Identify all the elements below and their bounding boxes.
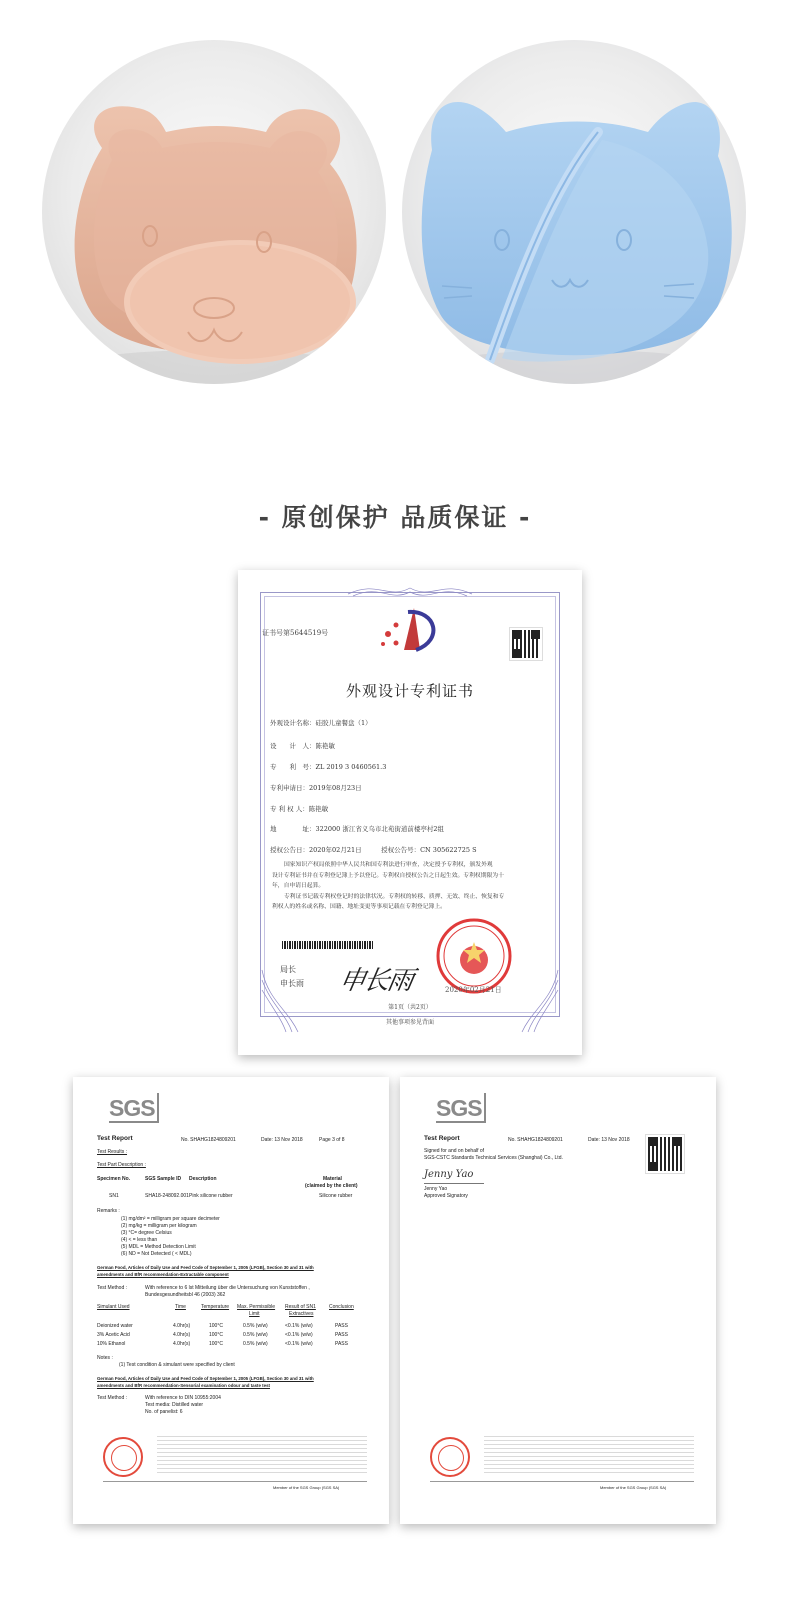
patent-body-text: [272, 860, 542, 913]
patent-page-number: 第1页（共2页）: [388, 1004, 432, 1011]
table-cell: <0.1% (w/w): [285, 1341, 313, 1347]
test-part-description-label: Test Part Description :: [97, 1162, 146, 1168]
sgs-logo: SGS: [436, 1095, 482, 1121]
test-method2-label: Test Method :: [97, 1395, 128, 1401]
remark-item: (2) mg/kg = milligram per kilogram: [121, 1223, 197, 1229]
report-title: Test Report: [424, 1135, 460, 1142]
col-material-sub: (claimed by the client): [305, 1183, 358, 1189]
sgs-member-note: Member of the SGS Group (SGS SA): [273, 1485, 340, 1490]
signed-company: SGS-CSTC Standards Technical Services (Shanghai) Co., Ltd.: [424, 1155, 563, 1161]
table-header: Temperature: [201, 1304, 230, 1310]
table-cell: 3% Acetic Acid: [97, 1332, 130, 1338]
table-cell: <0.1% (w/w): [285, 1323, 313, 1329]
row-specimen: SN1: [109, 1193, 119, 1199]
signer-title: Approved Signatory: [424, 1193, 468, 1199]
report-date: Date: 13 Nov 2018: [588, 1137, 630, 1143]
cat-face-icon: [402, 40, 746, 384]
table-header-sub: Limit: [249, 1311, 260, 1317]
table-header: Conclusion: [329, 1304, 354, 1310]
patent-field: 设 计 人：陈艳敏: [270, 742, 335, 750]
table-cell: PASS: [335, 1323, 348, 1329]
sgs-qr-code-icon: [646, 1135, 684, 1173]
section2-title: German Food, Articles of Daily Use and Feed Code of September 1, 2005 (LFGB), Section 30 and 31 with: [97, 1376, 314, 1381]
table-cell: 0.5% (w/w): [243, 1341, 268, 1347]
cat-plate-image: [402, 40, 746, 384]
patent-field: 专利申请日：2019年08月23日: [270, 784, 362, 792]
remark-item: (5) MDL = Method Detection Limit: [121, 1244, 196, 1250]
col-material: Material: [323, 1176, 342, 1182]
table-cell: 100°C: [209, 1323, 223, 1329]
patent-barcode: [282, 941, 374, 949]
table-header: Result of SN1: [285, 1304, 316, 1310]
report-number: No. SHAHG1824809201: [508, 1137, 563, 1143]
sgs-footer-line: [430, 1481, 694, 1482]
table-header: Time: [175, 1304, 186, 1310]
patent-field: 专 利 权 人：陈艳敏: [270, 805, 329, 813]
patent-field: 外观设计名称：硅胶儿童餐盘（1）: [270, 719, 372, 727]
patent-field: 地 址：322000 浙江省义乌市北苑街道前楼亭村2组: [270, 825, 445, 833]
sgs-logo-mark: [157, 1093, 159, 1123]
remark-item: (1) mg/dm² = milligram per square decimeter: [121, 1216, 220, 1222]
signed-on-behalf: Signed for and on behalf of: [424, 1148, 485, 1154]
table-cell: 0.5% (w/w): [243, 1332, 268, 1338]
sgs-logo: SGS: [109, 1095, 155, 1121]
signature: Jenny Yao: [424, 1169, 474, 1180]
test-method-label: Test Method :: [97, 1285, 128, 1291]
patent-field: 授权公告日：2020年02月21日 授权公告号：CN 305622725 S: [270, 846, 477, 854]
notes-item: (1) Test condition & simulant were specified by client: [119, 1362, 235, 1368]
patent-body-line: 年，自申请日起算。: [272, 883, 325, 889]
patent-red-stamp-icon: [438, 920, 510, 992]
report-page: Page 3 of 8: [319, 1137, 345, 1143]
table-header: Simulant Used: [97, 1304, 130, 1310]
bear-face-icon: [42, 40, 386, 384]
table-cell: 4.0hr(s): [173, 1323, 191, 1329]
report-title: Test Report: [97, 1135, 133, 1142]
test-method2-value: With reference to DIN 10955:2004: [145, 1395, 221, 1401]
patent-signer-name: 申长雨: [280, 979, 304, 988]
sgs-logo-underline: [109, 1121, 159, 1123]
section1-title: German Food, Articles of Daily Use and Feed Code of September 1, 2005 (LFGB), Section 30 and 31 with: [97, 1265, 314, 1270]
sgs-report-page-3: [73, 1077, 389, 1524]
test-method2-panelist: No. of panelist: 6: [145, 1409, 183, 1415]
row-material: Silicone rubber: [319, 1193, 353, 1199]
remark-item: (4) < = less than: [121, 1237, 158, 1243]
signer-name: Jenny Yao: [424, 1186, 448, 1192]
signature-line: [424, 1183, 484, 1184]
test-method-value-cont: Bundesgesundheitsbl 46 (2003) 362: [145, 1292, 226, 1298]
sgs-report-page-2: [400, 1077, 716, 1524]
section1-title-cont: amendments and BfR recommendation-Extractable component: [97, 1272, 229, 1277]
table-cell: 10% Ethanol: [97, 1341, 126, 1347]
table-cell: PASS: [335, 1341, 348, 1347]
patent-signature: 申长雨: [336, 966, 415, 996]
table-cell: 100°C: [209, 1332, 223, 1338]
patent-qr-code-icon: [510, 628, 542, 660]
sgs-member-note: Member of the SGS Group (SGS SA): [600, 1485, 667, 1490]
sgs-red-seal-icon: [103, 1437, 143, 1477]
patent-cert-no: 证书号第5644519号: [262, 629, 329, 637]
table-cell: 4.0hr(s): [173, 1341, 191, 1347]
notes-label: Notes :: [97, 1355, 113, 1361]
patent-field: 专 利 号：ZL 2019 3 0460561.3: [270, 763, 387, 771]
patent-body-line: 专利证书记载专利权登记时的法律状况。专利权的转移、质押、无效、终止、恢复和专: [284, 893, 505, 900]
col-specimen: Specimen No.: [97, 1176, 131, 1182]
section-title: - 原创保护 品质保证 -: [258, 503, 532, 532]
sgs-footer-line: [103, 1481, 367, 1482]
sgs-red-seal-icon: [430, 1437, 470, 1477]
table-header: Max. Permissible: [237, 1304, 276, 1310]
remark-item: (3) °C= degree Celsius: [121, 1230, 172, 1236]
test-results-label: Test Results :: [97, 1149, 128, 1155]
col-description: Description: [189, 1176, 217, 1182]
sgs-logo-mark: [484, 1093, 486, 1123]
report-date: Date: 13 Nov 2018: [261, 1137, 303, 1143]
bear-plate-image: [42, 40, 386, 384]
sgs-fine-print: [484, 1436, 694, 1476]
remarks-label: Remarks :: [97, 1208, 120, 1214]
row-sample-id: SHA18-248092.001: [145, 1193, 189, 1199]
patent-emblem-icon: [381, 608, 433, 650]
table-cell: PASS: [335, 1332, 348, 1338]
table-cell: <0.1% (w/w): [285, 1332, 313, 1338]
test-method2-media: Test media: Distilled water: [145, 1402, 204, 1408]
patent-body-line: 国家知识产权局依照中华人民共和国专利法进行审查，决定授予专利权，颁发外观: [284, 862, 493, 868]
table-cell: 100°C: [209, 1341, 223, 1347]
report-number: No. SHAHG1824809201: [181, 1137, 236, 1143]
patent-signer-title: 局长: [280, 965, 296, 974]
test-method-value: With reference to 6 lst Mitteilung über die Untersuchung von Kunststoffen ,: [145, 1285, 310, 1291]
table-cell: Deionized water: [97, 1323, 133, 1329]
patent-title: 外观设计专利证书: [345, 682, 474, 700]
table-cell: 4.0hr(s): [173, 1332, 191, 1338]
patent-footer: 其他事项参见背面: [385, 1019, 434, 1026]
remark-item: (6) ND = Not Detected ( < MDL): [121, 1251, 192, 1257]
row-description: Pink silicone rubber: [189, 1193, 233, 1199]
patent-stamp-date: 2020年02月21日: [445, 986, 502, 994]
sgs-logo-underline: [436, 1121, 486, 1123]
table-cell: 0.5% (w/w): [243, 1323, 268, 1329]
patent-body-line: 设计专利证书并在专利登记簿上予以登记。专利权自授权公告之日起生效。专利权期限为十: [272, 872, 504, 879]
patent-body-line: 利权人的姓名或名称、国籍、地址变更等事项记载在专利登记簿上。: [272, 904, 446, 910]
table-header-sub: Extractives: [289, 1311, 314, 1317]
section2-title-cont: amendments and BfR recommendation-Sensorial examination odour and taste test: [97, 1383, 270, 1388]
sgs-fine-print: [157, 1436, 367, 1476]
col-sample-id: SGS Sample ID: [145, 1176, 182, 1182]
